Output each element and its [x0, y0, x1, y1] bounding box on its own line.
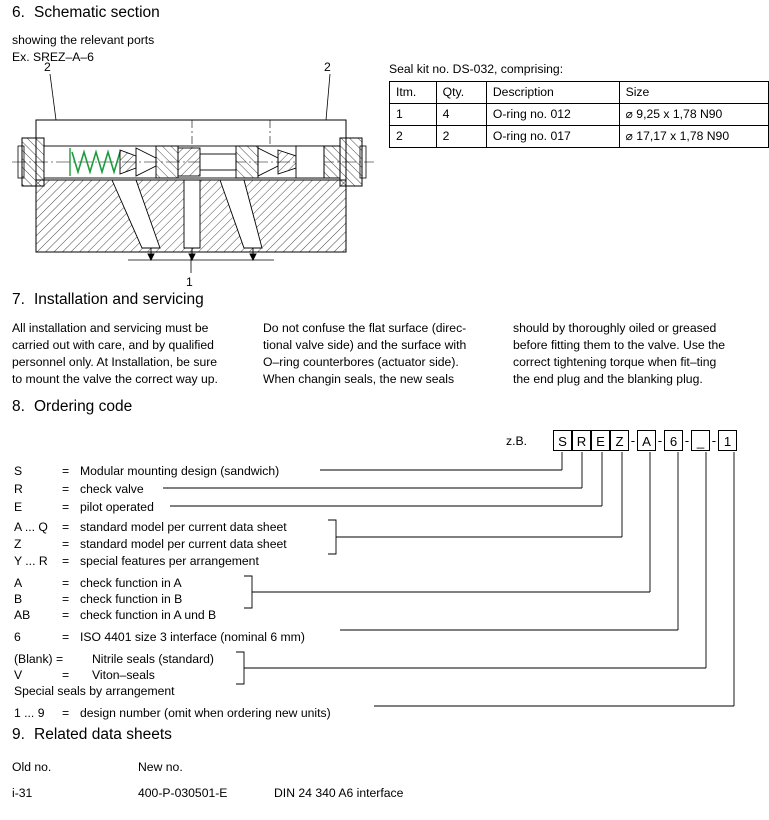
legend-eq-b: =	[62, 592, 70, 606]
legend-key-b: B	[14, 592, 23, 606]
legend-eq-ab: =	[62, 608, 70, 622]
section-7-heading	[12, 291, 204, 309]
legend-key-ab: AB	[14, 608, 31, 622]
legend-key-s: S	[14, 464, 23, 478]
section-7-column-2	[263, 320, 507, 388]
paragraph-line: Do not confuse the flat surface (direc-	[263, 321, 467, 335]
code-dash-3: -	[684, 433, 690, 448]
legend-key-z: Z	[14, 537, 22, 551]
section-6-title: Schematic section	[34, 4, 160, 21]
paragraph-line: O–ring counterbores (actuator side).	[263, 355, 459, 369]
section-8-title: Ordering code	[34, 398, 133, 415]
code-dash-1: -	[630, 433, 636, 448]
cell-qty: 4	[436, 104, 486, 126]
legend-eq-e: =	[62, 500, 70, 514]
legend-eq-6: =	[62, 630, 70, 644]
legend-eq-s: =	[62, 464, 70, 478]
legend-eq-a: =	[62, 576, 70, 590]
paragraph-line: before fitting them to the valve. Use the	[513, 338, 726, 352]
section-9-number: 9.	[12, 726, 25, 743]
section-7-column-3	[513, 320, 761, 388]
schematic-section-drawing	[8, 60, 378, 290]
section-9-heading	[12, 726, 172, 744]
cell-description: O-ring no. 012	[486, 104, 619, 126]
cell-itm: 2	[390, 126, 437, 148]
section-6-number: 6.	[12, 4, 25, 21]
cell-size: ⌀ 9,25 x 1,78 N90	[619, 104, 768, 126]
legend-eq-yr: =	[62, 554, 70, 568]
legend-text-s: Modular mounting design (sandwich)	[80, 464, 280, 478]
new-no-header: New no.	[138, 760, 183, 774]
old-no-header: Old no.	[12, 760, 52, 774]
section-7-title: Installation and servicing	[34, 291, 204, 308]
legend-key-yr: Y ... R	[14, 554, 48, 568]
legend-eq-r: =	[62, 482, 70, 496]
col-header-itm: Itm.	[390, 82, 437, 104]
zb-label: z.B.	[506, 434, 527, 448]
code-box-6: 6	[664, 430, 683, 451]
legend-text-blank: Nitrile seals (standard)	[92, 652, 214, 666]
section-8-number: 8.	[12, 398, 25, 415]
cell-itm: 1	[390, 104, 437, 126]
legend-text-ab: check function in A und B	[80, 608, 217, 622]
section-6-heading	[12, 4, 160, 22]
legend-text-aq: standard model per current data sheet	[80, 520, 287, 534]
paragraph-line: All installation and servicing must be	[12, 321, 209, 335]
legend-text-yr: special features per arrangement	[80, 554, 259, 568]
code-box-s: S	[553, 430, 572, 451]
legend-text-r: check valve	[80, 482, 144, 496]
table-row	[390, 104, 769, 126]
section-6-subtitle-2: Ex. SREZ–A–6	[12, 50, 94, 64]
section-6-subtitle-1: showing the relevant ports	[12, 33, 155, 47]
seal-kit-table	[389, 81, 769, 148]
cell-size: ⌀ 17,17 x 1,78 N90	[619, 126, 768, 148]
callout-left-2: 2	[44, 60, 51, 74]
paragraph-line: When changin seals, the new seals	[263, 372, 455, 386]
paragraph-line: tional valve side) and the surface with	[263, 338, 467, 352]
legend-text-v: Viton–seals	[92, 668, 155, 682]
code-box-design: 1	[718, 430, 737, 451]
section-8-heading	[12, 398, 132, 416]
paragraph-line: should by thoroughly oiled or greased	[513, 321, 717, 335]
col-header-size: Size	[619, 82, 768, 104]
code-dash-2: -	[657, 433, 663, 448]
section-7-number: 7.	[12, 291, 25, 308]
legend-key-v: V	[14, 668, 23, 682]
code-box-a: A	[637, 430, 656, 451]
table-row	[390, 126, 769, 148]
legend-text-a: check function in A	[80, 576, 182, 590]
paragraph-line: the end plug and the blanking plug.	[513, 372, 703, 386]
table-header-row	[390, 82, 769, 104]
legend-key-6: 6	[14, 630, 21, 644]
callout-right-2: 2	[324, 60, 331, 74]
legend-key-r: R	[14, 482, 23, 496]
code-box-seal: _	[691, 430, 710, 451]
section-9-title: Related data sheets	[34, 726, 172, 743]
legend-text-b: check function in B	[80, 592, 183, 606]
legend-text-6: ISO 4401 size 3 interface (nominal 6 mm)	[80, 630, 305, 644]
paragraph-line: to mount the valve the correct way up.	[12, 372, 218, 386]
legend-eq-v: =	[62, 668, 70, 682]
legend-text-e: pilot operated	[80, 500, 154, 514]
code-dash-4: -	[711, 433, 717, 448]
cell-description: O-ring no. 017	[486, 126, 619, 148]
callout-bottom-1: 1	[186, 275, 193, 289]
code-box-e: E	[591, 430, 610, 451]
old-no-value: i-31	[12, 786, 33, 800]
paragraph-line: carried out with care, and by qualified	[12, 338, 214, 352]
code-box-r: R	[572, 430, 591, 451]
paragraph-line: correct tightening torque when fit–ting	[513, 355, 717, 369]
ordering-code-leader-lines	[0, 420, 769, 720]
legend-key-aq: A ... Q	[14, 520, 48, 534]
seal-kit-caption: Seal kit no. DS-032, comprising:	[389, 62, 564, 76]
legend-eq-design: =	[62, 706, 70, 720]
legend-text-design: design number (omit when ordering new units)	[80, 706, 331, 720]
legend-key-special-seals: Special seals by arrangement	[14, 684, 175, 698]
legend-eq-z: =	[62, 537, 70, 551]
col-header-qty: Qty.	[436, 82, 486, 104]
legend-text-z: standard model per current data sheet	[80, 537, 287, 551]
legend-key-a: A	[14, 576, 23, 590]
legend-key-design: 1 ... 9	[14, 706, 45, 720]
schematic-svg	[8, 60, 378, 290]
cell-qty: 2	[436, 126, 486, 148]
section-7-column-1	[12, 320, 256, 388]
paragraph-line: personnel only. At Installation, be sure	[12, 355, 218, 369]
col-header-description: Description	[486, 82, 619, 104]
new-no-value: 400-P-030501-E	[138, 786, 228, 800]
legend-key-blank: (Blank) =	[14, 652, 64, 666]
legend-eq-aq: =	[62, 520, 70, 534]
legend-key-e: E	[14, 500, 23, 514]
din-standard-value: DIN 24 340 A6 interface	[274, 786, 404, 800]
code-box-z: Z	[610, 430, 629, 451]
